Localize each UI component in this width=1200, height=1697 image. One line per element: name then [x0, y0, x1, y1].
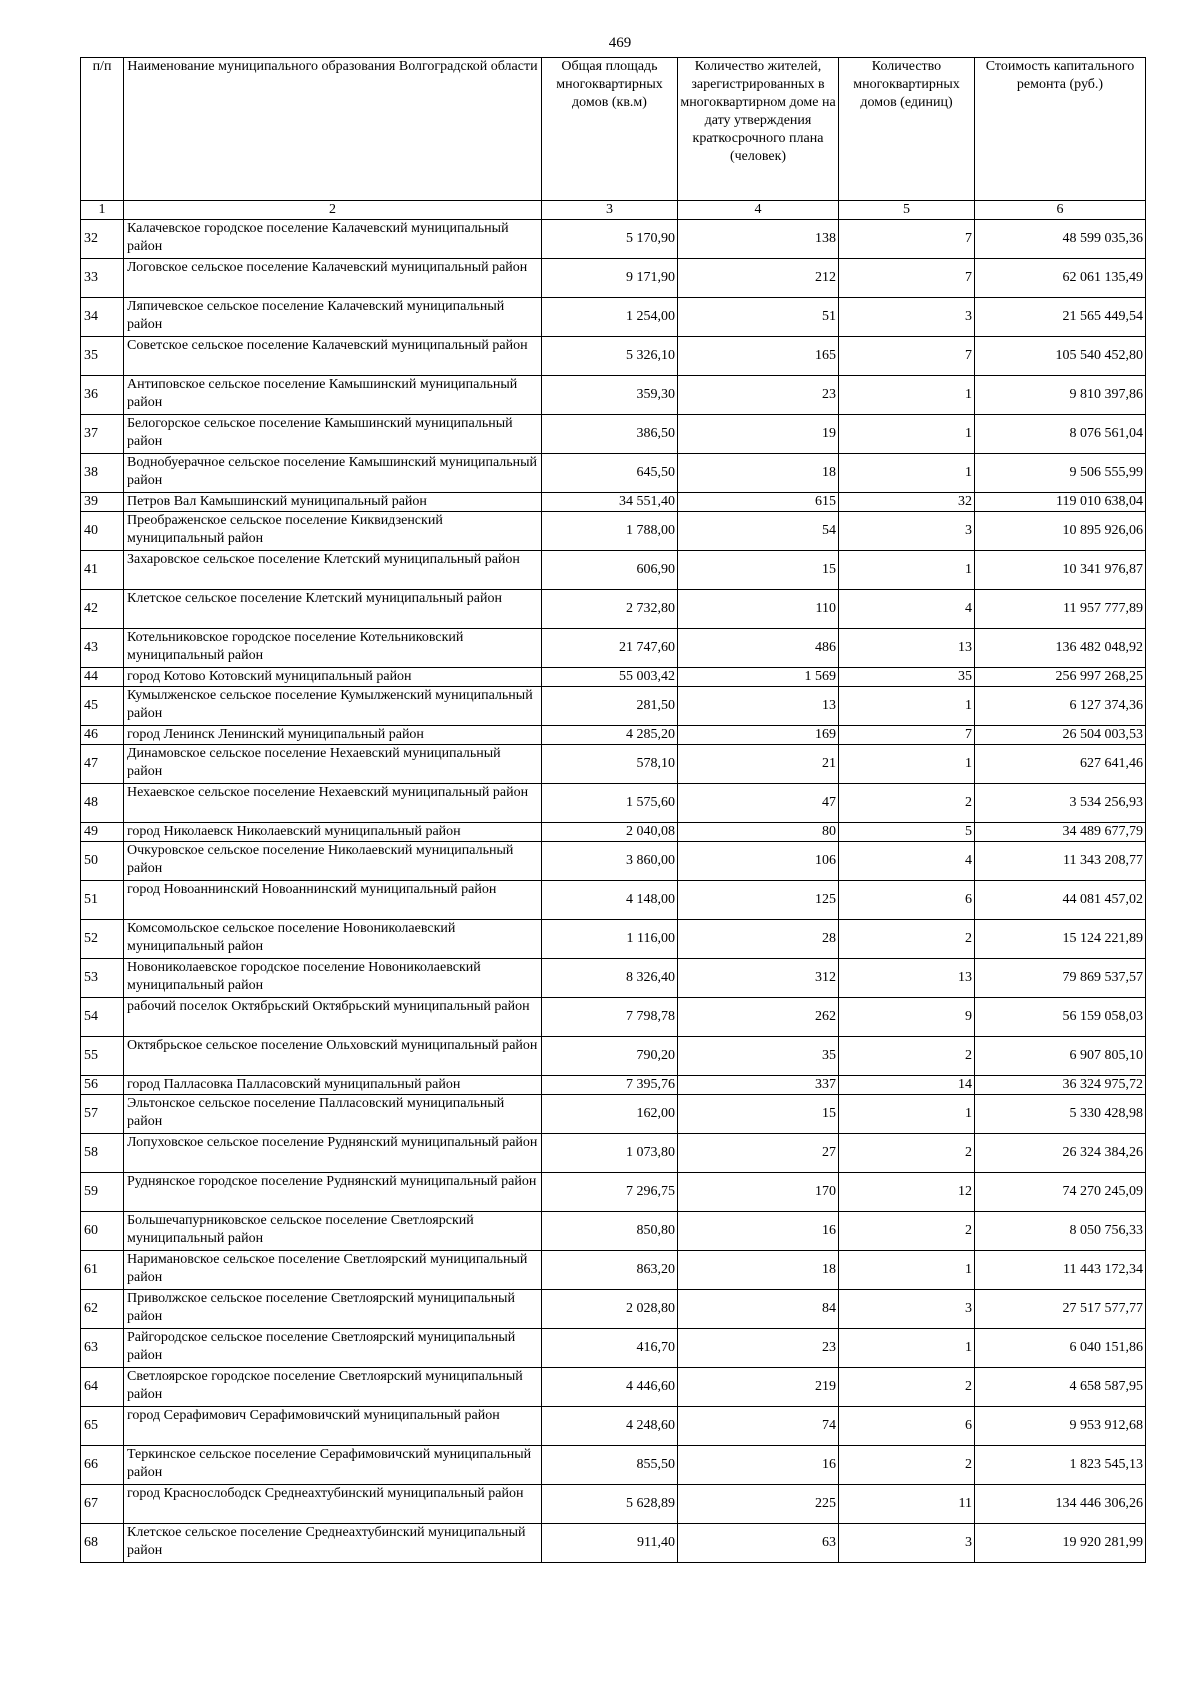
row-number: 52	[81, 920, 124, 959]
total-area: 1 788,00	[542, 512, 678, 551]
table-row	[81, 1446, 1146, 1485]
repair-cost: 79 869 537,57	[975, 959, 1146, 998]
table-row	[81, 1076, 1146, 1095]
residents-count: 80	[678, 823, 839, 842]
row-number: 59	[81, 1173, 124, 1212]
row-number: 55	[81, 1037, 124, 1076]
table-row	[81, 668, 1146, 687]
repair-cost: 36 324 975,72	[975, 1076, 1146, 1095]
residents-count: 615	[678, 493, 839, 512]
houses-count: 1	[839, 1095, 975, 1134]
repair-cost: 6 907 805,10	[975, 1037, 1146, 1076]
total-area: 5 170,90	[542, 220, 678, 259]
municipality-name: Клетское сельское поселение Клетский муниципальный район	[124, 590, 542, 629]
houses-count: 12	[839, 1173, 975, 1212]
row-number: 64	[81, 1368, 124, 1407]
total-area: 386,50	[542, 415, 678, 454]
residents-count: 35	[678, 1037, 839, 1076]
houses-count: 1	[839, 551, 975, 590]
table-row	[81, 842, 1146, 881]
residents-count: 51	[678, 298, 839, 337]
table-row	[81, 512, 1146, 551]
residents-count: 47	[678, 784, 839, 823]
row-number: 66	[81, 1446, 124, 1485]
repair-cost: 8 050 756,33	[975, 1212, 1146, 1251]
total-area: 2 732,80	[542, 590, 678, 629]
row-number: 56	[81, 1076, 124, 1095]
total-area: 855,50	[542, 1446, 678, 1485]
row-number: 38	[81, 454, 124, 493]
repair-cost: 6 040 151,86	[975, 1329, 1146, 1368]
houses-count: 3	[839, 1524, 975, 1563]
houses-count: 1	[839, 454, 975, 493]
repair-cost: 256 997 268,25	[975, 668, 1146, 687]
table-row	[81, 1485, 1146, 1524]
houses-count: 2	[839, 1037, 975, 1076]
houses-count: 2	[839, 1446, 975, 1485]
table-row	[81, 298, 1146, 337]
total-area: 55 003,42	[542, 668, 678, 687]
repair-cost: 21 565 449,54	[975, 298, 1146, 337]
repair-cost: 62 061 135,49	[975, 259, 1146, 298]
table-row	[81, 881, 1146, 920]
municipality-name: город Ленинск Ленинский муниципальный район	[124, 726, 542, 745]
total-area: 416,70	[542, 1329, 678, 1368]
table-row	[81, 1095, 1146, 1134]
column-header-cost: Стоимость капитального ремонта (руб.)	[975, 58, 1146, 201]
total-area: 5 628,89	[542, 1485, 678, 1524]
table-row	[81, 493, 1146, 512]
total-area: 1 116,00	[542, 920, 678, 959]
residents-count: 84	[678, 1290, 839, 1329]
row-number: 50	[81, 842, 124, 881]
repair-cost: 27 517 577,77	[975, 1290, 1146, 1329]
row-number: 42	[81, 590, 124, 629]
total-area: 863,20	[542, 1251, 678, 1290]
total-area: 850,80	[542, 1212, 678, 1251]
table-row	[81, 629, 1146, 668]
repair-cost: 15 124 221,89	[975, 920, 1146, 959]
row-number: 43	[81, 629, 124, 668]
table-row	[81, 454, 1146, 493]
repair-cost: 11 957 777,89	[975, 590, 1146, 629]
table-row	[81, 1368, 1146, 1407]
municipality-name: Кумылженское сельское поселение Кумылженский муниципальный район	[124, 687, 542, 726]
residents-count: 125	[678, 881, 839, 920]
total-area: 1 073,80	[542, 1134, 678, 1173]
row-number: 49	[81, 823, 124, 842]
row-number: 34	[81, 298, 124, 337]
municipality-name: Преображенское сельское поселение Киквидзенский муниципальный район	[124, 512, 542, 551]
houses-count: 1	[839, 687, 975, 726]
table-row	[81, 1173, 1146, 1212]
column-header-residents: Количество жителей, зарегистрированных в многоквартирном доме на дату утверждения краткосрочного плана (человек)	[678, 58, 839, 201]
row-number: 57	[81, 1095, 124, 1134]
repair-cost: 6 127 374,36	[975, 687, 1146, 726]
column-number: 6	[975, 201, 1146, 220]
row-number: 41	[81, 551, 124, 590]
houses-count: 5	[839, 823, 975, 842]
residents-count: 19	[678, 415, 839, 454]
municipality-name: Нехаевское сельское поселение Нехаевский муниципальный район	[124, 784, 542, 823]
repair-cost: 26 324 384,26	[975, 1134, 1146, 1173]
repair-cost: 134 446 306,26	[975, 1485, 1146, 1524]
houses-count: 9	[839, 998, 975, 1037]
residents-count: 262	[678, 998, 839, 1037]
repair-cost: 11 443 172,34	[975, 1251, 1146, 1290]
municipality-name: Руднянское городское поселение Руднянский муниципальный район	[124, 1173, 542, 1212]
column-number-row	[81, 201, 1146, 220]
residents-count: 63	[678, 1524, 839, 1563]
row-number: 58	[81, 1134, 124, 1173]
table-row	[81, 415, 1146, 454]
residents-count: 169	[678, 726, 839, 745]
municipality-name: город Серафимович Серафимовичский муниципальный район	[124, 1407, 542, 1446]
residents-count: 15	[678, 1095, 839, 1134]
houses-count: 2	[839, 1368, 975, 1407]
residents-count: 13	[678, 687, 839, 726]
total-area: 4 248,60	[542, 1407, 678, 1446]
repair-cost: 9 810 397,86	[975, 376, 1146, 415]
total-area: 2 040,08	[542, 823, 678, 842]
table-row	[81, 590, 1146, 629]
municipality-name: Антиповское сельское поселение Камышинский муниципальный район	[124, 376, 542, 415]
repair-cost: 627 641,46	[975, 745, 1146, 784]
total-area: 162,00	[542, 1095, 678, 1134]
table-row	[81, 1290, 1146, 1329]
houses-count: 3	[839, 1290, 975, 1329]
municipality-name: Райгородское сельское поселение Светлоярский муниципальный район	[124, 1329, 542, 1368]
houses-count: 3	[839, 298, 975, 337]
municipality-name: Воднобуерачное сельское поселение Камышинский муниципальный район	[124, 454, 542, 493]
houses-count: 2	[839, 1212, 975, 1251]
residents-count: 74	[678, 1407, 839, 1446]
houses-count: 1	[839, 415, 975, 454]
table-row	[81, 784, 1146, 823]
column-number: 4	[678, 201, 839, 220]
row-number: 65	[81, 1407, 124, 1446]
municipality-name: Ляпичевское сельское поселение Калачевский муниципальный район	[124, 298, 542, 337]
repair-cost: 10 341 976,87	[975, 551, 1146, 590]
row-number: 68	[81, 1524, 124, 1563]
row-number: 51	[81, 881, 124, 920]
total-area: 7 395,76	[542, 1076, 678, 1095]
residents-count: 225	[678, 1485, 839, 1524]
repair-cost: 74 270 245,09	[975, 1173, 1146, 1212]
total-area: 911,40	[542, 1524, 678, 1563]
houses-count: 13	[839, 629, 975, 668]
municipality-name: Светлоярское городское поселение Светлоярский муниципальный район	[124, 1368, 542, 1407]
residents-count: 16	[678, 1212, 839, 1251]
table-row	[81, 823, 1146, 842]
row-number: 62	[81, 1290, 124, 1329]
row-number: 53	[81, 959, 124, 998]
column-number: 1	[81, 201, 124, 220]
municipality-name: Логовское сельское поселение Калачевский муниципальный район	[124, 259, 542, 298]
table-row	[81, 1524, 1146, 1563]
row-number: 46	[81, 726, 124, 745]
residents-count: 28	[678, 920, 839, 959]
column-number: 3	[542, 201, 678, 220]
column-header-houses: Количество многоквартирных домов (единиц)	[839, 58, 975, 201]
repair-cost: 26 504 003,53	[975, 726, 1146, 745]
municipality-name: город Котово Котовский муниципальный район	[124, 668, 542, 687]
residents-count: 54	[678, 512, 839, 551]
residents-count: 27	[678, 1134, 839, 1173]
municipality-name: город Краснослободск Среднеахтубинский муниципальный район	[124, 1485, 542, 1524]
residents-count: 138	[678, 220, 839, 259]
houses-count: 1	[839, 376, 975, 415]
row-number: 47	[81, 745, 124, 784]
residents-count: 16	[678, 1446, 839, 1485]
table-header	[81, 58, 1146, 220]
row-number: 54	[81, 998, 124, 1037]
column-header-index: п/п	[81, 58, 124, 201]
municipality-name: Приволжское сельское поселение Светлоярский муниципальный район	[124, 1290, 542, 1329]
total-area: 21 747,60	[542, 629, 678, 668]
houses-count: 14	[839, 1076, 975, 1095]
table-row	[81, 920, 1146, 959]
row-number: 67	[81, 1485, 124, 1524]
row-number: 61	[81, 1251, 124, 1290]
table-row	[81, 337, 1146, 376]
repair-cost: 10 895 926,06	[975, 512, 1146, 551]
repair-cost: 56 159 058,03	[975, 998, 1146, 1037]
total-area: 7 798,78	[542, 998, 678, 1037]
row-number: 60	[81, 1212, 124, 1251]
residents-count: 1 569	[678, 668, 839, 687]
houses-count: 2	[839, 784, 975, 823]
houses-count: 2	[839, 1134, 975, 1173]
table-row	[81, 1212, 1146, 1251]
column-header-name: Наименование муниципального образования Волгоградской области	[124, 58, 542, 201]
municipality-name: Большечапурниковское сельское поселение Светлоярский муниципальный район	[124, 1212, 542, 1251]
total-area: 578,10	[542, 745, 678, 784]
residents-count: 18	[678, 1251, 839, 1290]
houses-count: 1	[839, 1329, 975, 1368]
residents-count: 486	[678, 629, 839, 668]
total-area: 1 254,00	[542, 298, 678, 337]
municipality-name: Петров Вал Камышинский муниципальный район	[124, 493, 542, 512]
houses-count: 13	[839, 959, 975, 998]
repair-cost: 9 506 555,99	[975, 454, 1146, 493]
repair-cost: 4 658 587,95	[975, 1368, 1146, 1407]
total-area: 4 285,20	[542, 726, 678, 745]
row-number: 39	[81, 493, 124, 512]
table-row	[81, 1407, 1146, 1446]
residents-count: 170	[678, 1173, 839, 1212]
repair-cost: 9 953 912,68	[975, 1407, 1146, 1446]
total-area: 1 575,60	[542, 784, 678, 823]
total-area: 645,50	[542, 454, 678, 493]
repair-cost: 136 482 048,92	[975, 629, 1146, 668]
row-number: 32	[81, 220, 124, 259]
houses-count: 32	[839, 493, 975, 512]
houses-count: 1	[839, 745, 975, 784]
table-row	[81, 998, 1146, 1037]
table-row	[81, 745, 1146, 784]
municipality-name: Теркинское сельское поселение Серафимовичский муниципальный район	[124, 1446, 542, 1485]
row-number: 37	[81, 415, 124, 454]
municipality-name: Калачевское городское поселение Калачевский муниципальный район	[124, 220, 542, 259]
table-row	[81, 1329, 1146, 1368]
total-area: 281,50	[542, 687, 678, 726]
residents-count: 212	[678, 259, 839, 298]
column-number: 2	[124, 201, 542, 220]
column-header-area: Общая площадь многоквартирных домов (кв.м)	[542, 58, 678, 201]
repair-cost: 11 343 208,77	[975, 842, 1146, 881]
houses-count: 3	[839, 512, 975, 551]
residents-count: 106	[678, 842, 839, 881]
houses-count: 7	[839, 726, 975, 745]
repair-cost: 105 540 452,80	[975, 337, 1146, 376]
municipality-name: Белогорское сельское поселение Камышинский муниципальный район	[124, 415, 542, 454]
total-area: 8 326,40	[542, 959, 678, 998]
table-row	[81, 220, 1146, 259]
houses-count: 4	[839, 842, 975, 881]
houses-count: 7	[839, 220, 975, 259]
residents-count: 219	[678, 1368, 839, 1407]
residents-count: 23	[678, 1329, 839, 1368]
municipality-name: город Николаевск Николаевский муниципальный район	[124, 823, 542, 842]
page-number: 469	[608, 35, 632, 51]
municipality-name: Котельниковское городское поселение Котельниковский муниципальный район	[124, 629, 542, 668]
row-number: 40	[81, 512, 124, 551]
total-area: 5 326,10	[542, 337, 678, 376]
total-area: 790,20	[542, 1037, 678, 1076]
repair-cost: 19 920 281,99	[975, 1524, 1146, 1563]
residents-count: 312	[678, 959, 839, 998]
municipality-name: Наримановское сельское поселение Светлоярский муниципальный район	[124, 1251, 542, 1290]
municipality-name: Комсомольское сельское поселение Новониколаевский муниципальный район	[124, 920, 542, 959]
residents-count: 15	[678, 551, 839, 590]
residents-count: 18	[678, 454, 839, 493]
municipality-name: Динамовское сельское поселение Нехаевский муниципальный район	[124, 745, 542, 784]
houses-count: 2	[839, 920, 975, 959]
table-row	[81, 726, 1146, 745]
table-row	[81, 959, 1146, 998]
municipality-name: рабочий поселок Октябрьский Октябрьский муниципальный район	[124, 998, 542, 1037]
municipality-name: город Новоаннинский Новоаннинский муниципальный район	[124, 881, 542, 920]
header-row	[81, 58, 1146, 201]
municipality-name: Советское сельское поселение Калачевский муниципальный район	[124, 337, 542, 376]
repair-cost: 5 330 428,98	[975, 1095, 1146, 1134]
municipality-name: Клетское сельское поселение Среднеахтубинский муниципальный район	[124, 1524, 542, 1563]
residents-count: 110	[678, 590, 839, 629]
repair-cost: 1 823 545,13	[975, 1446, 1146, 1485]
houses-count: 1	[839, 1251, 975, 1290]
municipality-name: Октябрьское сельское поселение Ольховский муниципальный район	[124, 1037, 542, 1076]
table-row	[81, 687, 1146, 726]
total-area: 606,90	[542, 551, 678, 590]
municipality-name: город Палласовка Палласовский муниципальный район	[124, 1076, 542, 1095]
table-body	[81, 220, 1146, 1563]
capital-repair-table	[80, 57, 1146, 1563]
houses-count: 11	[839, 1485, 975, 1524]
repair-cost: 44 081 457,02	[975, 881, 1146, 920]
repair-cost: 8 076 561,04	[975, 415, 1146, 454]
houses-count: 7	[839, 259, 975, 298]
total-area: 34 551,40	[542, 493, 678, 512]
residents-count: 23	[678, 376, 839, 415]
municipality-name: Новониколаевское городское поселение Новониколаевский муниципальный район	[124, 959, 542, 998]
table-row	[81, 259, 1146, 298]
table-row	[81, 376, 1146, 415]
table-row	[81, 551, 1146, 590]
total-area: 359,30	[542, 376, 678, 415]
houses-count: 6	[839, 881, 975, 920]
total-area: 4 148,00	[542, 881, 678, 920]
table-row	[81, 1134, 1146, 1173]
row-number: 36	[81, 376, 124, 415]
repair-cost: 34 489 677,79	[975, 823, 1146, 842]
total-area: 2 028,80	[542, 1290, 678, 1329]
table-row	[81, 1251, 1146, 1290]
repair-cost: 119 010 638,04	[975, 493, 1146, 512]
residents-count: 337	[678, 1076, 839, 1095]
row-number: 33	[81, 259, 124, 298]
row-number: 63	[81, 1329, 124, 1368]
total-area: 9 171,90	[542, 259, 678, 298]
houses-count: 6	[839, 1407, 975, 1446]
repair-cost: 3 534 256,93	[975, 784, 1146, 823]
municipality-name: Очкуровское сельское поселение Николаевский муниципальный район	[124, 842, 542, 881]
total-area: 7 296,75	[542, 1173, 678, 1212]
table-row	[81, 1037, 1146, 1076]
row-number: 35	[81, 337, 124, 376]
row-number: 45	[81, 687, 124, 726]
residents-count: 165	[678, 337, 839, 376]
houses-count: 7	[839, 337, 975, 376]
houses-count: 4	[839, 590, 975, 629]
repair-cost: 48 599 035,36	[975, 220, 1146, 259]
row-number: 48	[81, 784, 124, 823]
houses-count: 35	[839, 668, 975, 687]
total-area: 4 446,60	[542, 1368, 678, 1407]
residents-count: 21	[678, 745, 839, 784]
municipality-name: Захаровское сельское поселение Клетский муниципальный район	[124, 551, 542, 590]
municipality-name: Лопуховское сельское поселение Руднянский муниципальный район	[124, 1134, 542, 1173]
row-number: 44	[81, 668, 124, 687]
column-number: 5	[839, 201, 975, 220]
municipality-name: Эльтонское сельское поселение Палласовский муниципальный район	[124, 1095, 542, 1134]
total-area: 3 860,00	[542, 842, 678, 881]
